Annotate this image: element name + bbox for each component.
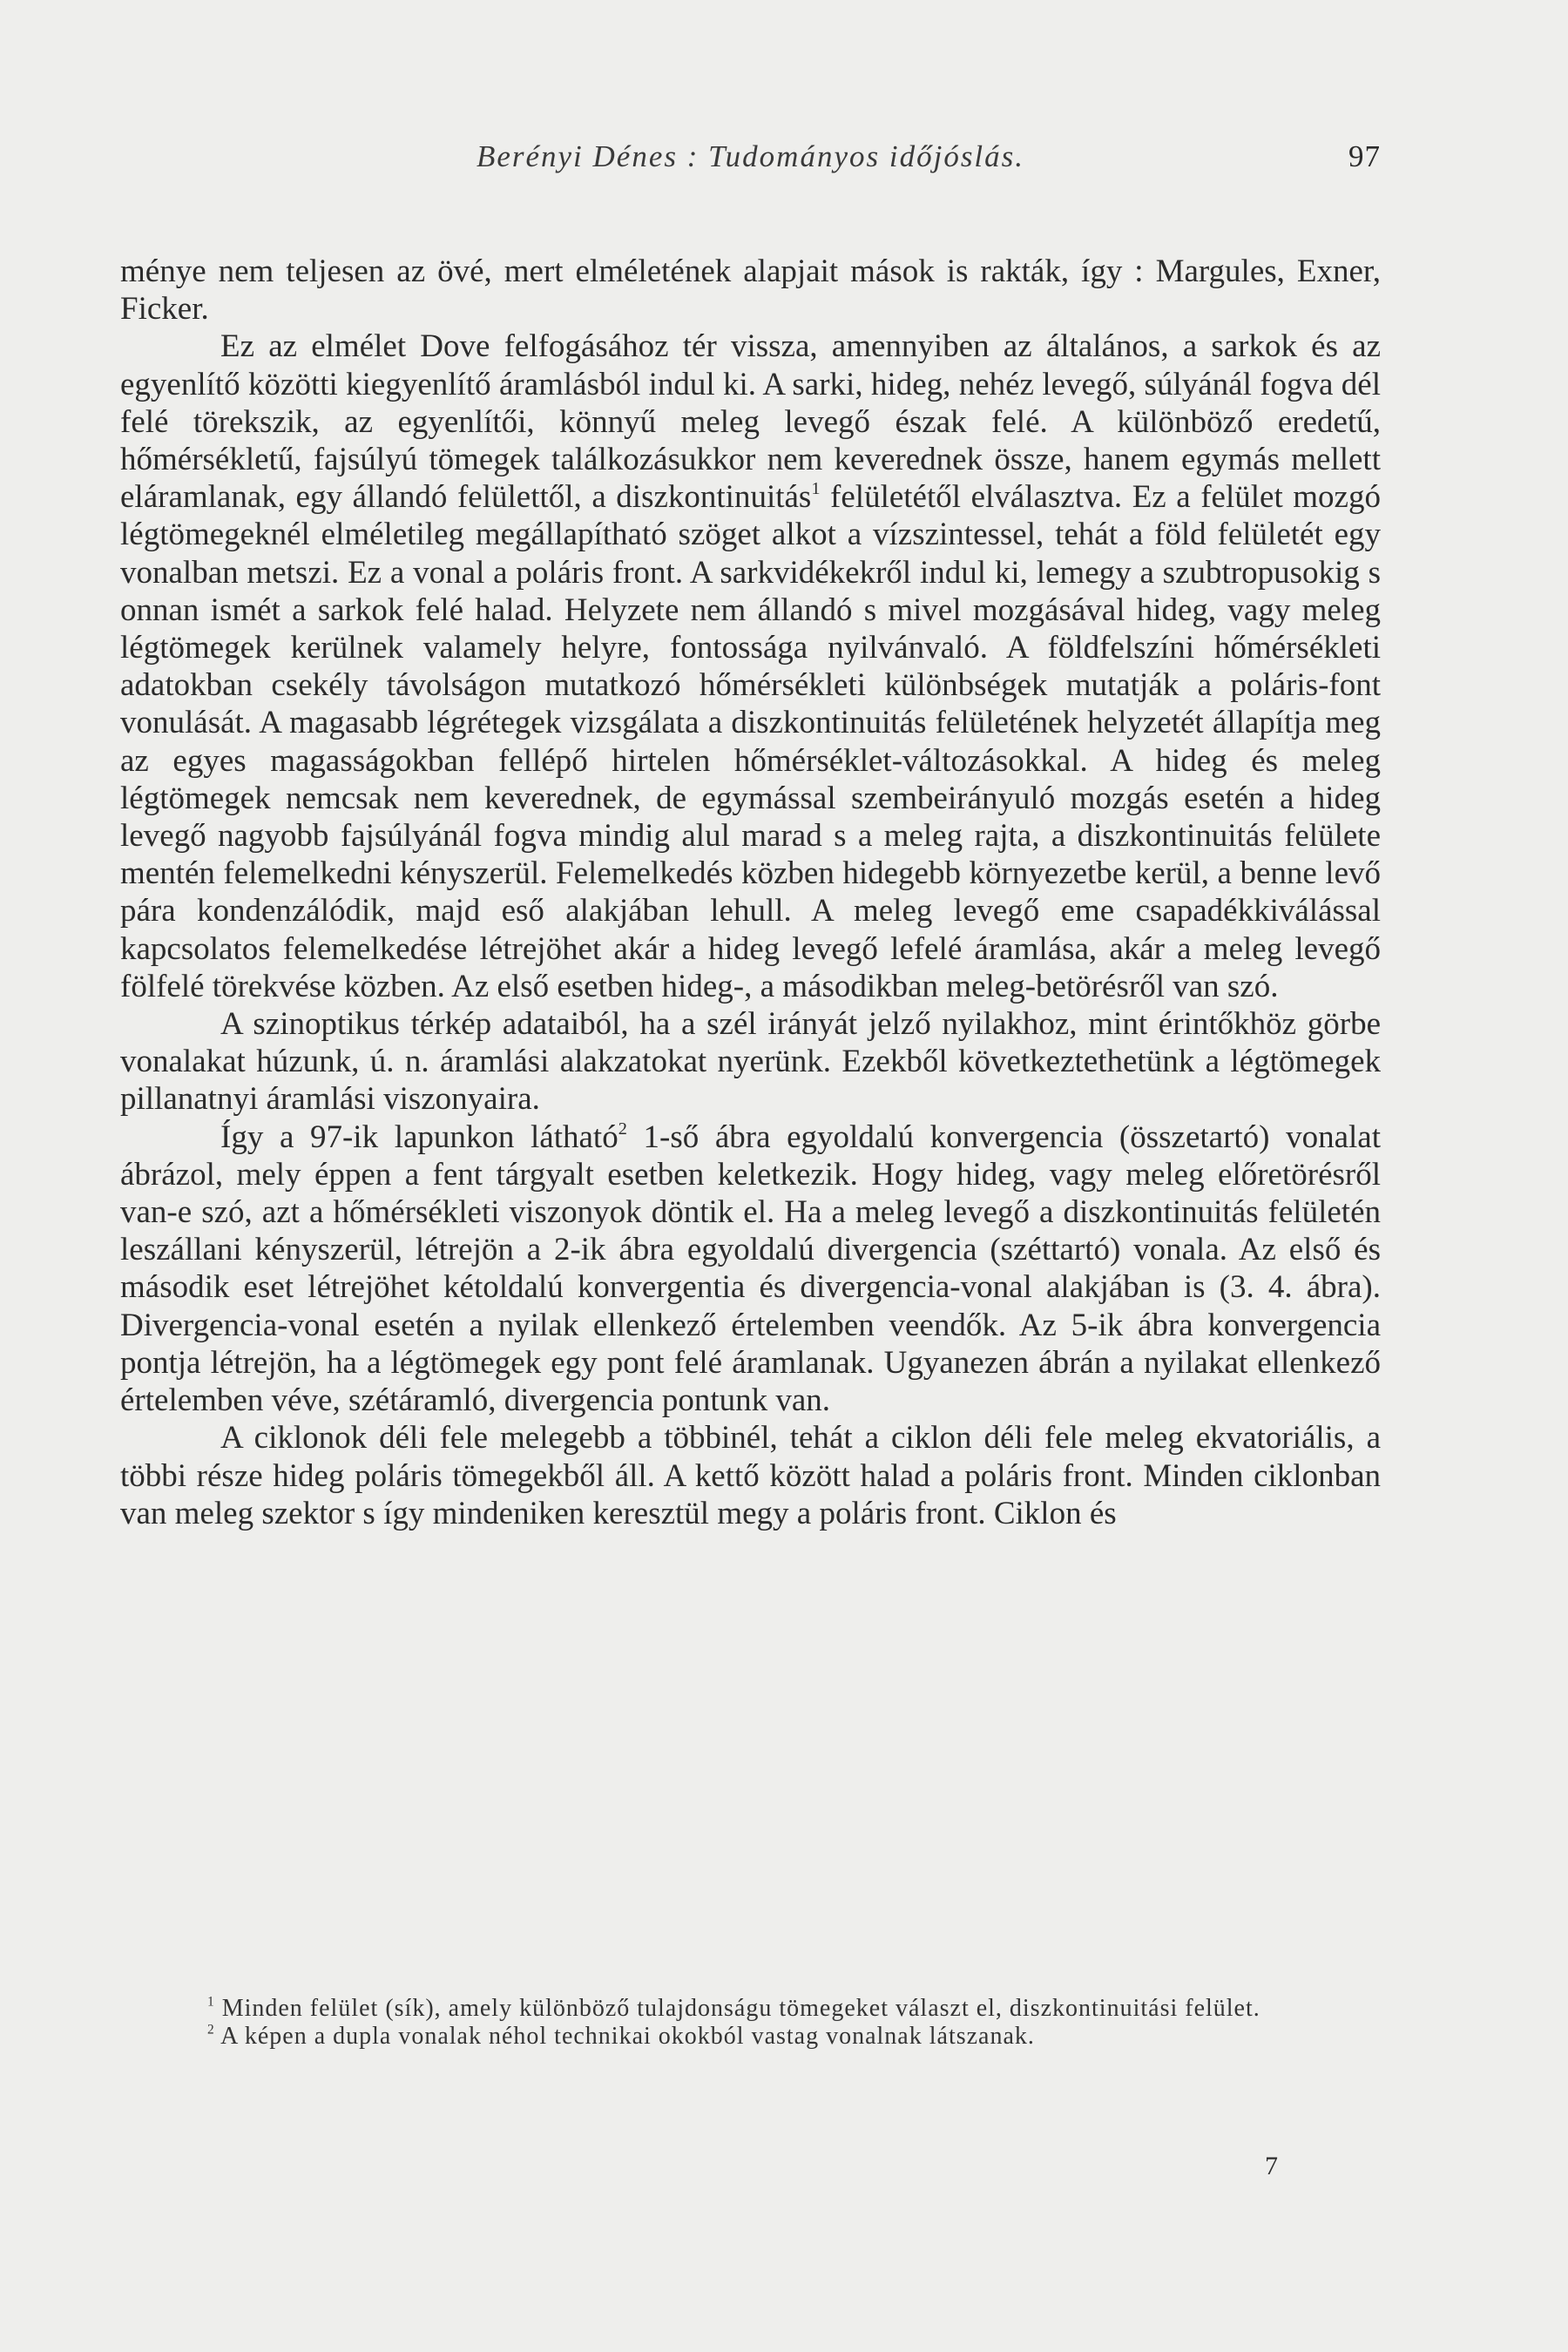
paragraph-2-part-a: Ez az elmélet Dove felfogásához tér vissza, amennyiben az általános, a sarkok és az egyenlítő közötti kiegyenlítő áramlásból indul ki. A sarki, hideg, nehéz levegő, súlyánál fogva dél felé törekszik, az egyenlítői, könnyű meleg levegő észak felé. A különböző eredetű, hőmérsékletű, fajsúlyú tömegek találkozásukkor nem keverednek össze, hanem egymás mellett eláramlanak, egy állandó felülettől, a diszkontinuitás: [120, 328, 1381, 516]
page-header: [120, 139, 1381, 183]
paragraph-1: ménye nem teljesen az övé, mert elméletének alapjait mások is rakták, így : Margules, Exner, Ficker.: [120, 253, 1381, 328]
body-text: [120, 253, 1381, 1532]
footnote-1: [120, 1995, 1381, 2023]
footnote-2-mark: 2: [207, 2022, 215, 2038]
footnote-2: [120, 2023, 1381, 2051]
footnotes: [120, 1995, 1381, 2051]
page-number: 97: [1348, 139, 1381, 173]
footnote-2-text: A képen a dupla vonalak néhol technikai okokból vastag vonalnak látszanak.: [214, 2023, 1035, 2050]
footnote-ref-2: 2: [618, 1119, 627, 1139]
paragraph-4: [120, 1119, 1381, 1420]
paragraph-3: A szinoptikus térkép adataiból, ha a szél irányát jelző nyilakhoz, mint érintőkhöz görbe vonalakat húzunk, ú. n. áramlási alakzatokat nyerünk. Ezekből következtethetünk a légtömegek pillanatnyi áramlási viszonyaira.: [120, 1006, 1381, 1118]
paragraph-2-part-b: felületétől elválasztva. Ez a felület mozgó légtömegeknél elméletileg megállapítható szöget alkot a vízszintessel, tehát a föld felületét egy vonalban metszi. Ez a vonal a poláris front. A sarkvidékekről indul ki, lemegy a szubtropusokig s onnan ismét a sarkok felé halad. Helyzete nem állandó s mivel mozgásával hideg, vagy meleg légtömegek kerülnek valamely helyre, fontossága nyilvánvaló. A földfelszíni hőmérsékleti adatokban csekély távolságon mutatkozó hőmérsékleti különbségek mutatják a poláris-font vonulását. A magasabb légrétegek vizsgálata a diszkontinuitás felületének helyzetét állapítja meg az egyes magasságokban fellépő hirtelen hőmérséklet-változásokkal. A hideg és meleg légtömegek nemcsak nem keverednek, de egymással szembeirányuló mozgás esetén a hideg levegő nagyobb fajsúlyánál fogva mindig alul marad s a meleg rajta, a diszkontinuitás felülete mentén felemelkedni kényszerül. Felemelkedés közben hidegebb környezetbe kerül, a benne levő pára kondenzálódik, majd eső alakjában lehull. A meleg levegő eme csapadékkiválással kapcsolatos felemelkedése létrejöhet akár a hideg levegő lefelé áramlása, akár a meleg levegő fölfelé törekvése közben. Az első esetben hideg-, a másodikban meleg-betörésről van szó.: [120, 479, 1381, 1004]
paragraph-2: [120, 328, 1381, 1005]
running-head: Berényi Dénes : Tudományos időjóslás.: [476, 139, 1025, 173]
paragraph-4-part-b: 1-ső ábra egyoldalú konvergencia (összetartó) vonalat ábrázol, mely éppen a fent tárgyalt esetben keletkezik. Hogy hideg, vagy meleg előretörésről van-e szó, azt a hőmérsékleti viszonyok döntik el. Ha a meleg levegő a diszkontinuitás felületén leszállani kényszerül, létrejön a 2-ik ábra egyoldalú divergencia (széttartó) vonala. Az első és második eset létrejöhet kétoldalú konvergentia és divergencia-vonal alakjában is (3. 4. ábra). Divergencia-vonal esetén a nyilak ellenkező értelemben veendők. Az 5-ik ábra konvergencia pontja létrejön, ha a légtömegek egy pont felé áramlanak. Ugyanezen ábrán a nyilakat ellenkező értelemben véve, szétáramló, divergencia pontunk van.: [120, 1119, 1382, 1419]
footnote-1-mark: 1: [207, 1994, 215, 2010]
footnote-ref-1: 1: [811, 478, 821, 498]
paragraph-4-part-a: Így a 97-ik lapunkon látható: [220, 1119, 618, 1155]
paragraph-5: A ciklonok déli fele melegebb a többinél, tehát a ciklon déli fele meleg ekvatoriális, a többi része hideg poláris tömegekből áll. A kettő között halad a poláris front. Minden ciklonban van meleg szektor s így mindeniken keresztül megy a poláris front. Ciklon és: [120, 1420, 1381, 1531]
signature-mark: 7: [1265, 2152, 1278, 2180]
footnote-1-text: Minden felület (sík), amely különböző tulajdonságu tömegeket választ el, diszkontinuitási felület.: [214, 1995, 1260, 2022]
